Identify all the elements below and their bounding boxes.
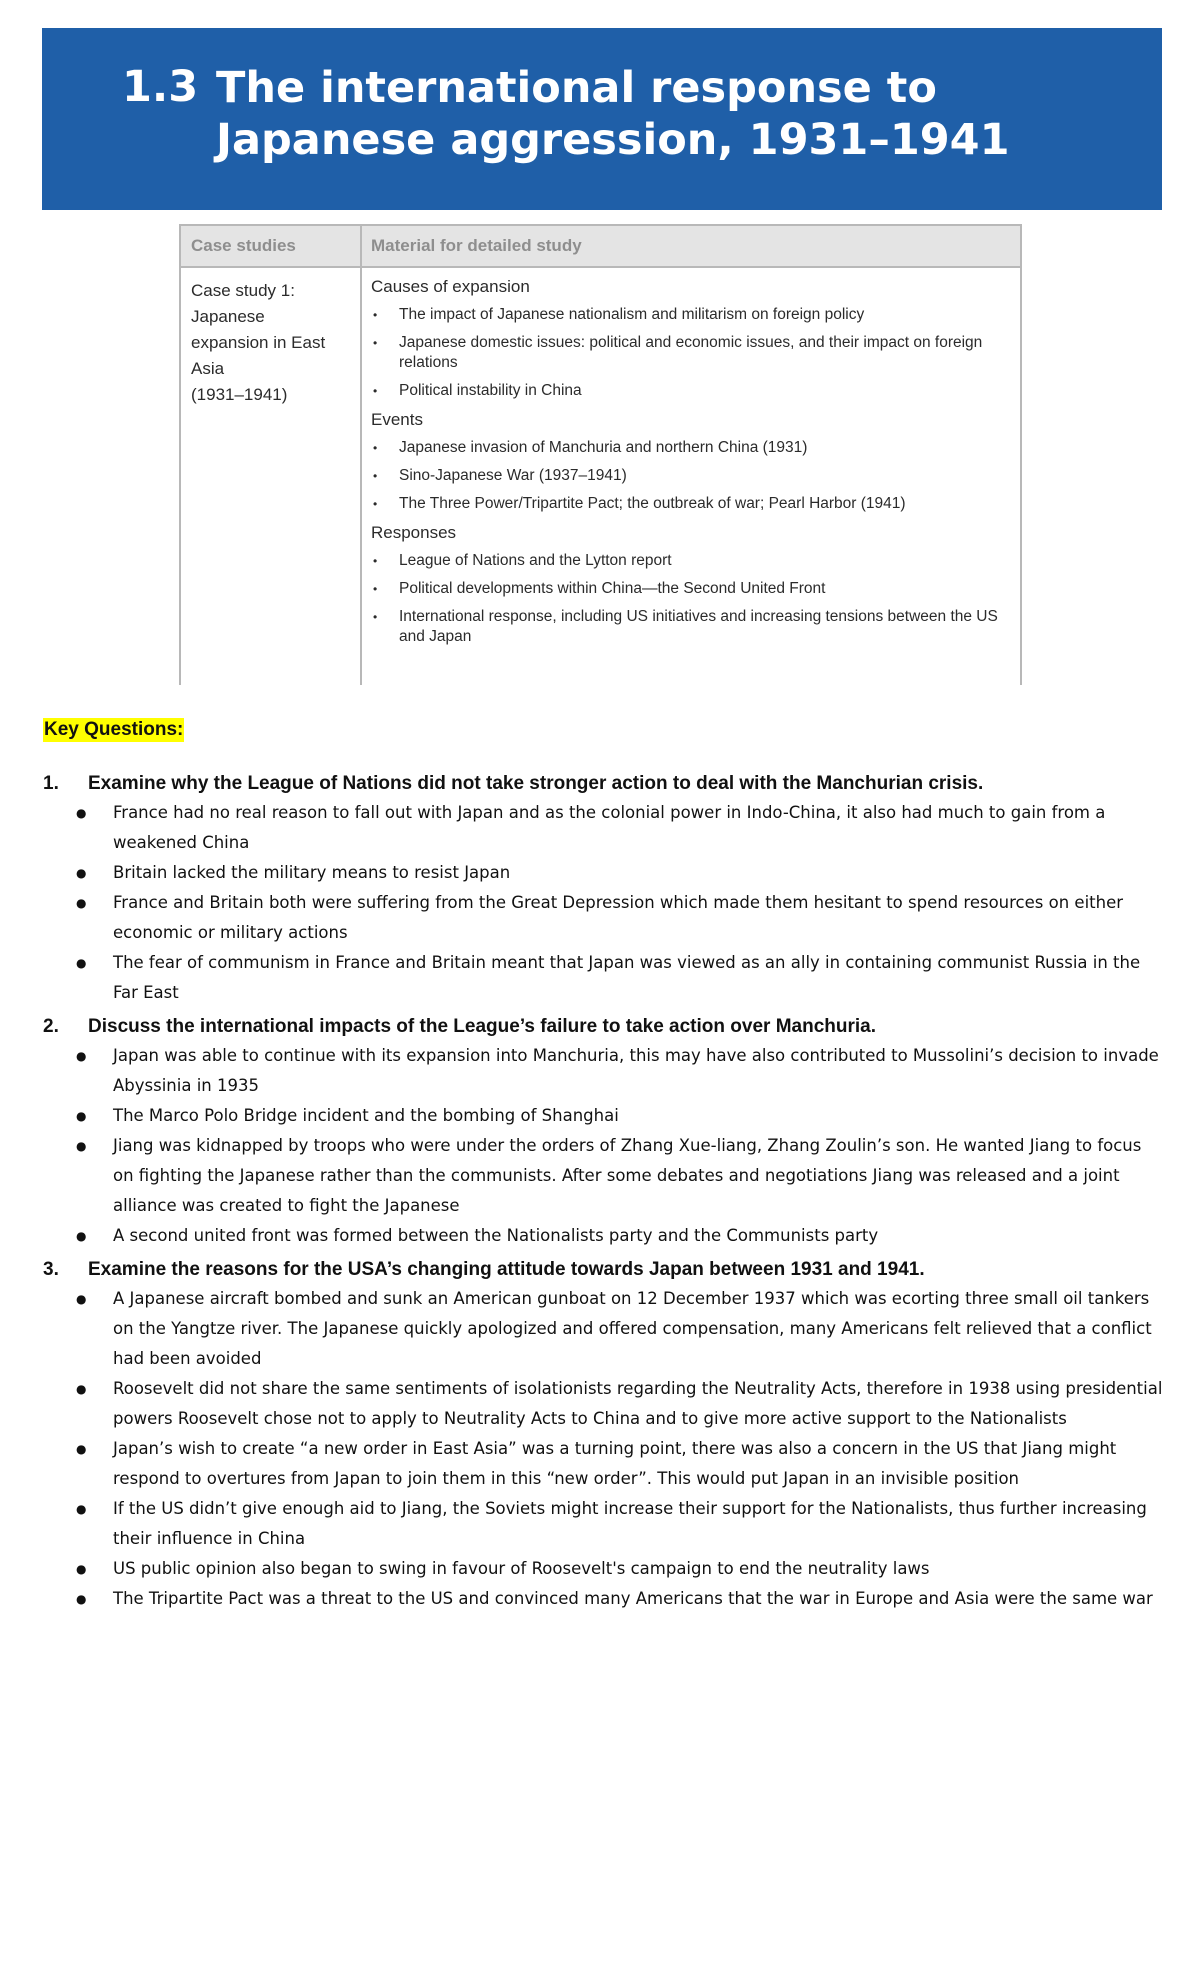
section-heading: Causes of expansion <box>371 277 530 296</box>
list-item: • Sino-Japanese War (1937–1941) <box>371 466 1011 486</box>
answer-item: ● Jiang was kidnapped by troops who were under the orders of Zhang Xue-liang, Zhang Zoulin’s son. He wanted Jiang to focus on fighting the Japanese rather than the communists. After some debates and negotiations Jiang was released and a joint alliance was created to fight the Japanese <box>43 1131 1163 1221</box>
section-heading: Events <box>371 410 423 429</box>
question-text: Discuss the international impacts of the League’s failure to take action over Manchuria. <box>88 1016 876 1037</box>
questions-section <box>43 770 1163 1619</box>
section-list <box>371 305 1011 401</box>
list-item: • League of Nations and the Lytton report <box>371 551 1011 571</box>
case-study-line: expansion in East <box>191 333 326 352</box>
answer-item: ● Britain lacked the military means to resist Japan <box>43 858 1163 888</box>
list-item: • Political instability in China <box>371 381 1011 401</box>
column-divider <box>360 226 362 685</box>
answer-item: ● US public opinion also began to swing in favour of Roosevelt's campaign to end the neutrality laws <box>43 1554 1163 1584</box>
list-item: • Political developments within China—the Second United Front <box>371 579 1011 599</box>
question-2 <box>43 1013 1163 1251</box>
answer-list <box>43 1284 1163 1614</box>
answer-item: ● The fear of communism in France and Britain meant that Japan was viewed as an ally in containing communist Russia in the Far East <box>43 948 1163 1008</box>
section-heading: Responses <box>371 523 457 542</box>
header-material: Material for detailed study <box>371 236 582 255</box>
list-item: • The Three Power/Tripartite Pact; the outbreak of war; Pearl Harbor (1941) <box>371 494 1011 514</box>
answer-item: ● France and Britain both were suffering from the Great Depression which made them hesitant to spend resources on either economic or military actions <box>43 888 1163 948</box>
answer-list <box>43 1041 1163 1251</box>
question-3 <box>43 1256 1163 1614</box>
answer-item: ● The Marco Polo Bridge incident and the bombing of Shanghai <box>43 1101 1163 1131</box>
answer-item: ● A Japanese aircraft bombed and sunk an American gunboat on 12 December 1937 which was ecorting three small oil tankers on the Yangtze river. The Japanese quickly apologized and offered compensation, many Americans felt relieved that a conflict had been avoided <box>43 1284 1163 1374</box>
case-study-years: (1931–1941) <box>191 385 288 404</box>
case-study-line: Case study 1: <box>191 281 295 300</box>
question-number: 1. <box>43 773 59 794</box>
case-study-line: Asia <box>191 359 225 378</box>
case-study-cell <box>191 278 351 408</box>
list-item: • Japanese domestic issues: political and economic issues, and their impact on foreign relations <box>371 333 1011 373</box>
answer-item: ● If the US didn’t give enough aid to Jiang, the Soviets might increase their support for the Nationalists, thus further increasing their influence in China <box>43 1494 1163 1554</box>
section-title: The international response to Japanese aggression, 1931–1941 <box>216 63 1010 165</box>
answer-item: ● Japan’s wish to create “a new order in East Asia” was a turning point, there was also a concern in the US that Jiang might respond to overtures from Japan to join them in this “new order”. This would put Japan in an invisible position <box>43 1434 1163 1494</box>
section-list <box>371 438 1011 514</box>
answer-list <box>43 798 1163 1008</box>
syllabus-table <box>179 224 1022 685</box>
material-cell <box>371 276 1011 655</box>
answer-item: ● France had no real reason to fall out with Japan and as the colonial power in Indo-China, it also had much to gain from a weakened China <box>43 798 1163 858</box>
table-header <box>181 226 1020 268</box>
question-text: Examine the reasons for the USA’s changing attitude towards Japan between 1931 and 1941. <box>88 1259 925 1280</box>
section-number: 1.3 <box>122 62 199 112</box>
answer-item: ● Roosevelt did not share the same sentiments of isolationists regarding the Neutrality Acts, therefore in 1938 using presidential powers Roosevelt chose not to apply to Neutrality Acts to China and to give more active support to the Nationalists <box>43 1374 1163 1434</box>
question-number: 2. <box>43 1016 59 1037</box>
header-case-studies: Case studies <box>191 236 296 255</box>
answer-item: ● Japan was able to continue with its expansion into Manchuria, this may have also contributed to Mussolini’s decision to invade Abyssinia in 1935 <box>43 1041 1163 1101</box>
answer-item: ● The Tripartite Pact was a threat to the US and convinced many Americans that the war in Europe and Asia were the same war <box>43 1584 1163 1614</box>
list-item: • International response, including US initiatives and increasing tensions between the US and Japan <box>371 607 1011 647</box>
question-1 <box>43 770 1163 1008</box>
answer-item: ● A second united front was formed between the Nationalists party and the Communists party <box>43 1221 1163 1251</box>
key-questions-label: Key Questions: <box>44 719 184 740</box>
question-number: 3. <box>43 1259 59 1280</box>
list-item: • The impact of Japanese nationalism and militarism on foreign policy <box>371 305 1011 325</box>
list-item: • Japanese invasion of Manchuria and northern China (1931) <box>371 438 1011 458</box>
case-study-line: Japanese <box>191 307 265 326</box>
section-list <box>371 551 1011 647</box>
question-text: Examine why the League of Nations did not take stronger action to deal with the Manchurian crisis. <box>88 773 984 794</box>
